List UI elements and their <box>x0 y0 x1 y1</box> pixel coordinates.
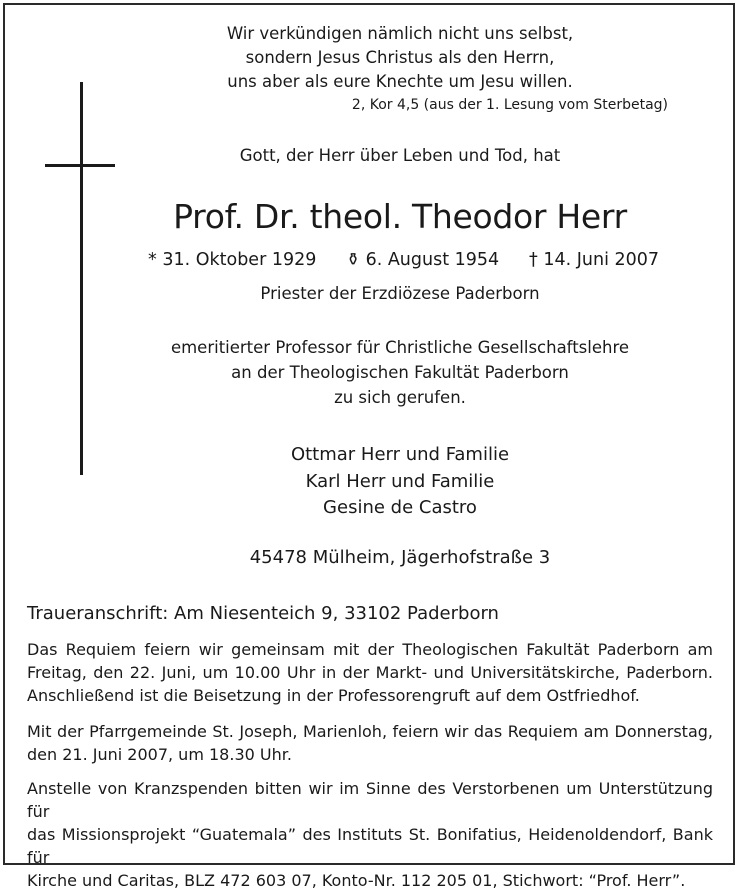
birth-date-text: 31. Oktober 1929 <box>162 250 317 270</box>
verse-reference: 2, Kor 4,5 (aus der 1. Lesung vom Sterbetag) <box>351 97 668 113</box>
death-date <box>529 250 659 270</box>
birth-date <box>148 250 316 270</box>
paragraph-line: Mit der Pfarrgemeinde St. Joseph, Marienloh, feiern wir das Requiem am Donnerstag, <box>27 722 713 741</box>
verse-line: Wir verkündigen nämlich nicht uns selbst, <box>226 24 574 43</box>
ordination-date <box>346 250 499 270</box>
office-line: Priester der Erzdiözese Paderborn <box>260 284 540 303</box>
birth-icon: * <box>148 250 157 270</box>
death-cross-icon: † <box>529 250 538 270</box>
profession-block <box>100 335 700 410</box>
mourners-list <box>100 442 700 522</box>
mourner: Karl Herr und Familie <box>305 470 495 492</box>
parish-paragraph <box>27 720 713 766</box>
paragraph-line: Freitag, den 22. Juni, um 10.00 Uhr in der Markt- und Universitätskirche, Paderborn. <box>27 663 713 682</box>
death-date-text: 14. Juni 2007 <box>543 250 660 270</box>
profession-line: zu sich gerufen. <box>334 388 466 407</box>
paragraph-line: Kirche und Caritas, BLZ 472 603 07, Konto-Nr. 112 205 01, Stichwort: “Prof. Herr”. <box>27 871 686 890</box>
verse-line: uns aber als eure Knechte um Jesu willen. <box>227 72 573 91</box>
requiem-paragraph <box>27 638 713 707</box>
chalice-icon: ⚱ <box>346 250 361 270</box>
paragraph-line: den 21. Juni 2007, um 18.30 Uhr. <box>27 745 292 764</box>
intro-line: Gott, der Herr über Leben und Tod, hat <box>239 146 561 165</box>
profession-line: an der Theologischen Fakultät Paderborn <box>231 363 569 382</box>
mourning-address: Traueranschrift: Am Niesenteich 9, 33102 Paderborn <box>27 603 499 624</box>
paragraph-line: Das Requiem feiern wir gemeinsam mit der Theologischen Fakultät Paderborn am <box>27 640 713 659</box>
paragraph-line: Anstelle von Kranzspenden bitten wir im Sinne des Verstorbenen um Unterstützung für <box>27 779 713 821</box>
donation-paragraph <box>27 777 713 892</box>
paragraph-line: Anschließend ist die Beisetzung in der Professorengruft auf dem Ostfriedhof. <box>27 686 640 705</box>
profession-line: emeritierter Professor für Christliche Gesellschaftslehre <box>170 338 630 357</box>
mourner: Ottmar Herr und Familie <box>290 444 510 465</box>
bible-verse <box>100 22 700 94</box>
ordination-date-text: 6. August 1954 <box>365 250 500 270</box>
paragraph-line: das Missionsprojekt “Guatemala” des Instituts St. Bonifatius, Heidenoldendorf, Bank für <box>27 825 713 867</box>
deceased-name: Prof. Dr. theol. Theodor Herr <box>173 197 627 236</box>
mourner: Gesine de Castro <box>323 497 477 518</box>
cross-icon-vertical <box>80 82 83 475</box>
family-address: 45478 Mülheim, Jägerhofstraße 3 <box>249 547 551 568</box>
verse-line: sondern Jesus Christus als den Herrn, <box>245 48 555 67</box>
